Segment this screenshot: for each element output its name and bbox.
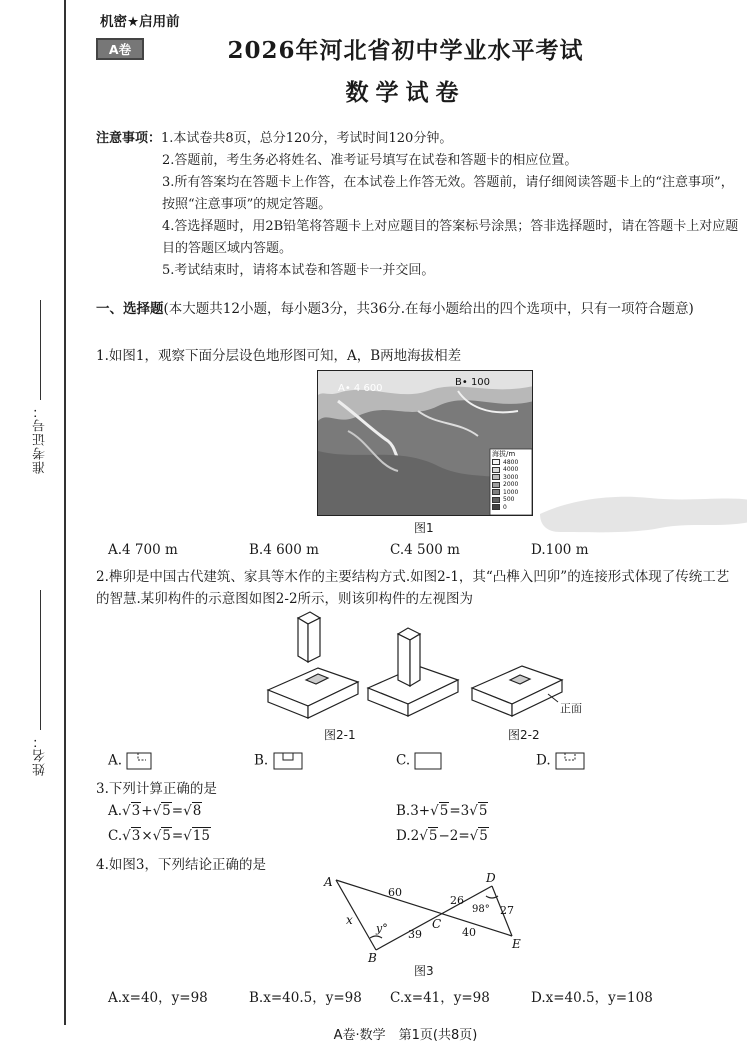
legend-swatch — [492, 504, 500, 510]
q1-option-b: B.4 600 m — [249, 542, 319, 558]
scan-smudge — [540, 492, 747, 536]
q3-a-sqrt-2: √5 — [152, 803, 171, 819]
q3-a-rad-2: 5 — [162, 803, 171, 819]
label-x: x — [346, 913, 353, 927]
legend-entry — [492, 459, 532, 467]
q2-option-d-label: D. — [536, 752, 551, 769]
q3-a-prefix: A. — [108, 803, 123, 819]
q3-c-prefix: C. — [108, 828, 123, 844]
legend-entry — [492, 489, 532, 497]
section-heading — [96, 298, 741, 320]
label-b: B — [368, 951, 377, 962]
q4-option-d: D.x=40.5，y=108 — [531, 990, 653, 1006]
q2-option-d-view — [555, 752, 585, 770]
q3-b-rad-1: 5 — [439, 803, 449, 819]
angle-b-arc — [370, 936, 382, 938]
q3-a-op: + — [141, 803, 153, 819]
q3-b-rad-2: 5 — [478, 803, 488, 819]
legend-swatch — [492, 489, 500, 495]
figure-2-1-left — [268, 612, 358, 718]
note-item-5: 5.考试结束时，请将本试卷和答题卡一并交回。 — [162, 263, 435, 278]
q3-d-prefix: D.2 — [396, 828, 420, 844]
note-item-2: 2.答题前，考生务必将姓名、准考证号填写在试卷和答题卡的相应位置。 — [162, 153, 578, 168]
label-c: C — [432, 917, 442, 931]
label-ac: 60 — [388, 886, 402, 899]
q3-option-a — [108, 803, 202, 819]
legend-entry — [492, 496, 532, 504]
q3-d-rad-1: 5 — [428, 828, 438, 844]
legend-title: 海拔/m — [492, 450, 516, 458]
front-label: 正面 — [560, 702, 582, 715]
binding-line — [64, 0, 66, 1025]
exam-id-underline — [40, 300, 41, 400]
q4-option-c: C.x=41，y=98 — [390, 990, 490, 1006]
map-legend — [492, 451, 532, 511]
q1-options — [108, 542, 738, 558]
q4-option-a: A.x=40，y=98 — [108, 990, 208, 1006]
q1-stem: 1.如图1，观察下面分层设色地形图可知，A，B两地海拔相差 — [96, 348, 462, 364]
q3-option-b — [396, 803, 488, 819]
q1-option-d: D.100 m — [531, 542, 589, 558]
notes-title: 注意事项： — [96, 131, 162, 146]
note-item-1: 1.本试卷共8页，总分120分，考试时间120分钟。 — [161, 131, 453, 146]
q3-c-rad-3: 15 — [192, 828, 210, 844]
map-label-a: A• 4 600 — [338, 383, 383, 394]
q3-d-rad-2: 5 — [479, 828, 488, 844]
q2-option-a-view — [126, 752, 152, 770]
q3-b-eq: =3 — [449, 803, 470, 819]
q2-option-b — [254, 752, 303, 770]
q4-stem: 4.如图3，下列结论正确的是 — [96, 857, 266, 873]
terrain-map — [317, 370, 533, 516]
legend-value: 3000 — [503, 473, 519, 481]
label-angle-d: 98° — [472, 904, 490, 915]
legend-swatch — [492, 482, 500, 488]
legend-value: 0 — [503, 503, 507, 511]
q4-option-b: B.x=40.5，y=98 — [249, 990, 362, 1006]
q3-a-rad-1: 3 — [131, 803, 141, 819]
q2-option-b-view — [273, 752, 303, 770]
mortise-tenon-figures — [258, 610, 598, 720]
q3-a-sqrt-1: √3 — [122, 803, 141, 819]
label-e: E — [512, 937, 521, 951]
q2-option-d — [536, 752, 585, 770]
label-a: A — [324, 875, 333, 889]
q3-a-sqrt-3: √8 — [183, 803, 202, 819]
legend-swatch — [492, 497, 500, 503]
q3-c-sqrt-1: √3 — [122, 828, 141, 844]
q3-a-rad-3: 8 — [192, 803, 202, 819]
q3-c-rad-1: 3 — [131, 828, 141, 844]
q2-option-c-label: C. — [396, 752, 411, 769]
q3-c-eq: = — [171, 828, 184, 844]
exam-title: 2026年河北省初中学业水平考试 — [227, 37, 584, 64]
figure-3-caption: 图3 — [414, 964, 434, 978]
legend-entry — [492, 504, 532, 512]
q3-c-op: × — [141, 828, 153, 844]
legend-entry — [492, 474, 532, 482]
name-field — [28, 590, 52, 776]
q2-stem: 2.榫卯是中国古代建筑、家具等木作的主要结构方式.如图2-1，其“凸榫入凹卯”的连接形式体现了传统工艺的智慧.某卯构件的示意图如图2-2所示，则该卯构件的左视图为 — [96, 569, 730, 607]
name-label: 姓名： — [32, 734, 48, 776]
q1-option-c: C.4 500 m — [390, 542, 460, 558]
figure-1-caption: 图1 — [414, 521, 434, 535]
legend-value: 4800 — [503, 458, 519, 466]
q3-option-d — [396, 828, 489, 844]
q3-b-sqrt-2: √5 — [469, 803, 488, 819]
legend-value: 4000 — [503, 466, 519, 473]
figure-2-2 — [472, 666, 562, 716]
q3-a-eq: = — [171, 803, 184, 819]
name-underline — [40, 590, 41, 730]
label-y: y° — [376, 922, 388, 935]
exam-id-label: 准考证号： — [32, 404, 48, 474]
legend-entry — [492, 466, 532, 474]
exam-id-field — [28, 300, 52, 474]
exam-subtitle: 数学试卷 — [345, 79, 466, 106]
q3-c-rad-2: 5 — [162, 828, 171, 844]
q3-d-op: −2= — [438, 828, 470, 844]
figure-2-1-caption: 图2-1 — [324, 728, 356, 742]
label-ce: 40 — [462, 926, 476, 939]
legend-swatch — [492, 474, 500, 480]
q3-d-sqrt-1: √5 — [419, 828, 438, 844]
label-cd: 26 — [450, 894, 464, 907]
q3-option-c — [108, 828, 211, 844]
note-item-4: 4.答选择题时，用2B铅笔将答题卡上对应题目的答案标号涂黑；答非选择题时，请在答题卡上对应题目的答题区域内答题。 — [162, 219, 739, 256]
legend-value: 2000 — [503, 481, 519, 488]
q3-d-sqrt-2: √5 — [469, 828, 488, 844]
legend-value: 1000 — [503, 488, 519, 496]
q3-c-sqrt-3: √15 — [183, 828, 210, 844]
confidential-mark: 机密★启用前 — [100, 14, 180, 30]
q2-option-a — [108, 752, 152, 770]
legend-swatch — [492, 467, 500, 473]
q3-b-sqrt-1: √5 — [430, 803, 449, 819]
q3-b-prefix: B.3+ — [396, 803, 431, 819]
section-title: 一、选择题 — [96, 301, 164, 317]
note-item-3: 3.所有答案均在答题卡上作答，在本试卷上作答无效。答题前，请仔细阅读答题卡上的“注意事项”，按照“注意事项”的规定答题。 — [162, 175, 734, 212]
notes-block — [96, 128, 741, 282]
legend-list — [492, 459, 532, 512]
section-desc: (本大题共12小题，每小题3分，共36分.在每小题给出的四个选项中，只有一项符合题意) — [163, 301, 694, 317]
figure-2-2-caption: 图2-2 — [508, 728, 540, 742]
figure-2-1-right — [368, 628, 458, 716]
label-bc: 39 — [408, 928, 422, 941]
legend-swatch — [492, 459, 500, 465]
q2-option-b-label: B. — [254, 752, 269, 769]
figure-3-triangles — [320, 872, 530, 962]
page-footer: A卷·数学 第1页(共8页) — [333, 1028, 478, 1043]
q1-option-a: A.4 700 m — [108, 542, 178, 558]
label-de: 27 — [500, 904, 514, 917]
label-d: D — [486, 872, 496, 885]
q3-stem: 3.下列计算正确的是 — [96, 781, 217, 797]
q3-c-sqrt-2: √5 — [152, 828, 171, 844]
q2-option-c-view — [414, 752, 442, 770]
q2-option-c — [396, 752, 442, 770]
q2-option-a-label: A. — [108, 752, 123, 769]
legend-entry — [492, 481, 532, 489]
map-label-b: B• 100 — [455, 377, 491, 388]
paper-badge: A卷 — [96, 38, 144, 60]
q4-options — [108, 986, 738, 1006]
legend-value: 500 — [503, 496, 515, 503]
